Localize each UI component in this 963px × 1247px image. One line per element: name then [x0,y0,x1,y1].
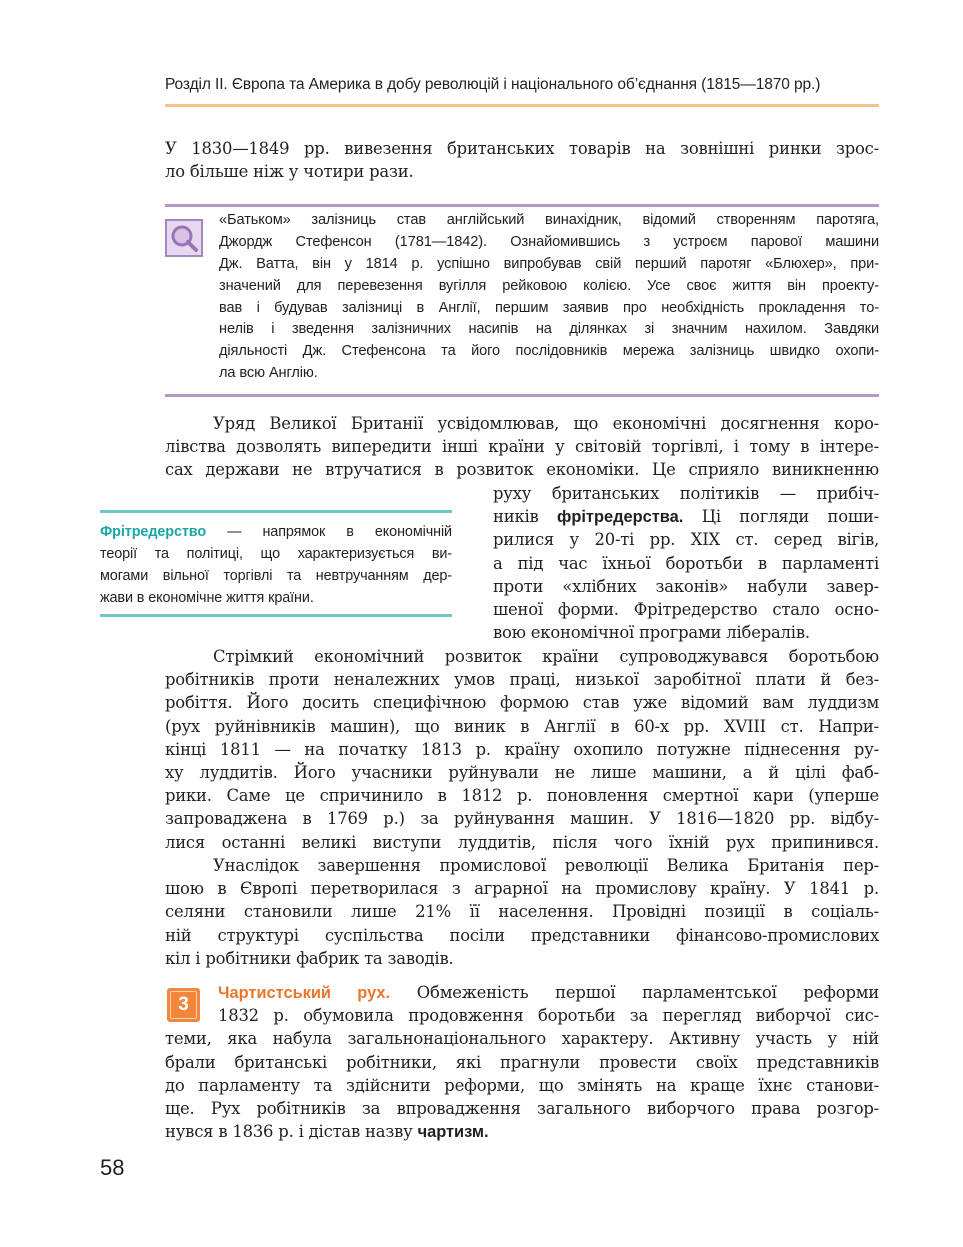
text-line: вав і будував залізниці в Англії, першим заявив про необхідність прокладення то- [219,299,879,316]
text-line: діяльності Дж. Стефенсона та його послідовників мережа залізниць швидко охопи- [219,343,879,360]
text-line: У 1830—1849 рр. вивезення британських товарів на зовнішні ринки зрос- [165,139,879,158]
section-title: Чартистський рух. [218,984,391,1002]
intro-paragraph [165,137,879,183]
magnifier-icon-graphic [167,221,201,255]
text-line: до парламенту та здійснити реформи, що змінять на краще їхнє станови- [165,1075,879,1095]
text-fragment: ників [493,507,539,527]
text-line: робіття. Його досить специфічною формою став уже відомий вам луддизм [165,693,879,713]
text-fragment: — напрямок в економічній [227,524,452,540]
info-box-text [219,210,879,385]
definition-box [100,521,452,609]
text-line: ло більше ніж у чотири рази. [165,162,414,182]
text-line [493,505,879,528]
text-line: а під час їхньої боротьби в парламенті [493,553,879,573]
text-line: брали британські робітники, які прагнули провести своїх представників [165,1052,879,1072]
text-line: 1832 р. обумовила продовження боротьби за перегляд виборчої сис- [218,1006,879,1026]
text-line: селяни становили лише 21% її населення. Провідні позиції в соціаль- [165,902,879,922]
text-line [165,1120,879,1143]
text-line: руху британських політиків — прибіч- [493,484,879,503]
text-line: теорії та політиці, що характеризується ви- [100,546,452,562]
info-box-bottom-rule [165,394,879,397]
info-box-top-rule [165,204,879,207]
term-chartism: чартизм. [417,1123,489,1142]
header-rule [165,104,879,107]
text-line: рилися у 20-ті рр. XIX ст. серед вігів, [493,530,879,550]
text-line: рики. Саме це спричинило в 1812 р. поновлення смертної кари (уперше [165,786,879,806]
text-line [218,981,879,1004]
text-line: ще. Рух робітників за впровадження загального виборчого права розгор- [165,1098,879,1118]
text-line: Уряд Великої Британії усвідомлював, що економічні досягнення коро- [213,414,879,433]
text-line: шою в Європі перетворилася з аграрної на промислову країну. У 1841 р. [165,879,879,899]
text-line: теми, яка набула загальнонаціонального характеру. Активну участь у ній [165,1029,879,1049]
text-line: вою економічної програми лібералів. [493,623,810,643]
term-freetrade: фрітредерства. [557,508,684,527]
text-fragment: Обмеженість першої парламентської реформи [416,983,880,1002]
text-fragment: Ці погляди поши- [701,507,879,527]
section-chartism-head [218,981,879,1027]
text-line: сах держави не втручатися в розвиток економіки. Це сприяло виникненню [165,460,879,480]
text-line: Дж. Ватта, він у 1814 р. успішно випробував свій перший паротяг «Блюхер», при- [219,255,879,272]
paragraph-industrial-revolution [165,854,879,970]
text-line: лися останні великі виступи луддитів, після чого їхній рух припинився. [165,832,879,852]
text-line: шеної форми. Фрітредерство стало осно- [493,599,879,619]
text-line: Унаслідок завершення промислової революції Велика Британія пер- [213,856,879,875]
text-line: кінці 1811 — на початку 1813 р. країну охопило потужне піднесення ру- [165,739,879,759]
text-line: робітників проти неналежних умов праці, низької заробітної плати й без- [165,670,879,690]
text-line: (рух руйнівників машин), що виник в Англії в 60-х рр. XVIII ст. Напри- [165,716,879,736]
text-line: Джордж Стефенсон (1781—1842). Ознайомившись з устроєм парової машини [219,233,879,250]
definition-term: Фрітредерство [100,524,207,540]
definition-top-rule [100,510,452,513]
page-number: 58 [100,1155,125,1180]
text-line: кіл і робітники фабрик та заводів. [165,948,454,968]
text-line: нелів і зведення залізничних насипів на ділянках зі значним нахилом. Завдяки [219,321,879,338]
section-chartism-body [165,1027,879,1143]
text-line: «Батьком» залізниць став англійський винахідник, відомий створенням паротяга, [219,212,879,228]
text-line: ху луддитів. Його учасники руйнували не лише машини, а й цілі фаб- [165,762,879,782]
text-line: Стрімкий економічний розвиток країни супроводжувався боротьбою [213,647,879,666]
paragraph-government-column [493,482,879,644]
definition-bottom-rule [100,614,452,617]
text-line: жави в економічне життя країни. [100,590,314,606]
text-fragment: нувся в 1836 р. і дістав назву [165,1122,413,1142]
text-line: проти «хлібних законів» набули завер- [493,576,879,596]
running-header: Розділ ІІ. Європа та Америка в добу революцій і національного об’єднання (1815—1870 рр.) [165,76,821,93]
text-line: ла всю Англію. [219,365,318,382]
text-line [100,521,452,543]
section-number-badge: 3 [167,988,200,1022]
text-line: запроваджена в 1769 р.) за руйнування машин. У 1816—1820 рр. відбу- [165,809,879,829]
paragraph-luddites [165,645,879,854]
text-line: могами вільної торгівлі та невтручанням дер- [100,568,452,584]
paragraph-government [165,412,879,482]
text-line: лівства дозволять випередити інші країни у світовій торгівлі, і тому в інтере- [165,437,879,457]
magnifier-icon [165,219,203,257]
text-line: ній структурі суспільства посіли представники фінансово-промислових [165,925,879,945]
text-line: значений для перевезення вугілля рейковою колією. Усе своє життя він проекту- [219,277,879,294]
